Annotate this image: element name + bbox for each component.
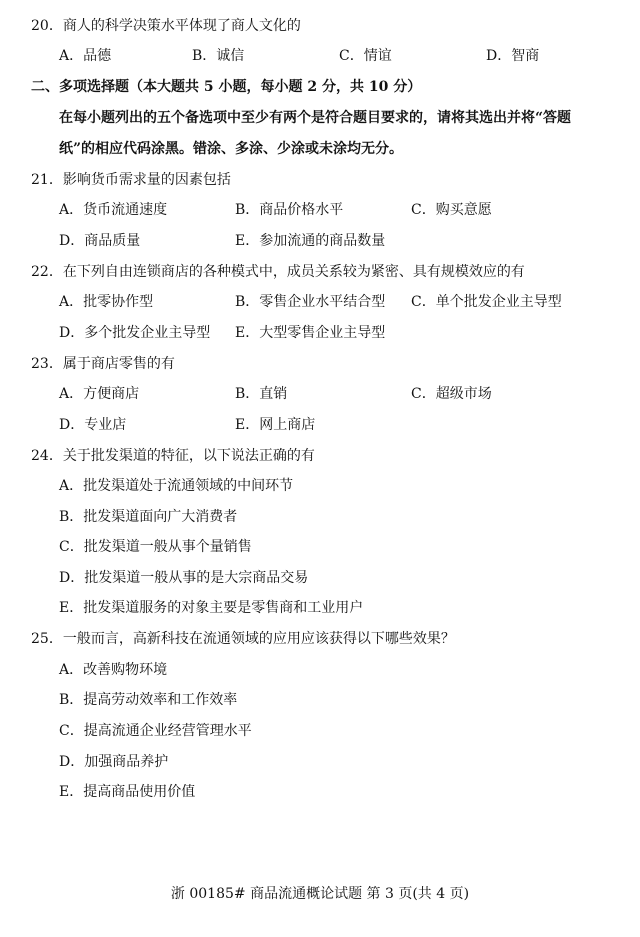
q22-option-e: E．大型零售企业主导型 <box>235 325 386 341</box>
q23-option-b: B．直销 <box>235 386 288 402</box>
q21-option-b: B．商品价格水平 <box>235 202 344 218</box>
question-25-stem: 25．一般而言，高新科技在流通领域的应用应该获得以下哪些效果？ <box>31 631 455 647</box>
question-20-stem: 20．商人的科学决策水平体现了商人文化的 <box>31 18 301 34</box>
q22-option-d: D．多个批发企业主导型 <box>59 325 211 341</box>
page-footer: 浙 00185# 商品流通概论试题 第 3 页(共 4 页) <box>170 886 470 902</box>
q23-option-d: D．专业店 <box>59 417 127 433</box>
q23-option-c: C．超级市场 <box>411 386 492 402</box>
section-heading: 二、多项选择题（本大题共 5 小题，每小题 2 分，共 10 分） <box>31 79 422 95</box>
q22-option-a: A．批零协作型 <box>59 294 154 310</box>
q25-option-a: A．改善购物环境 <box>59 662 168 678</box>
q25-option-b: B．提高劳动效率和工作效率 <box>59 692 238 708</box>
section-instruction-line2: 纸”的相应代码涂黑。错涂、多涂、少涂或未涂均无分。 <box>59 141 404 157</box>
q25-option-e: E．提高商品使用价值 <box>59 784 196 800</box>
q23-option-a: A．方便商店 <box>59 386 140 402</box>
q21-option-c: C．购买意愿 <box>411 202 492 218</box>
q24-option-e: E．批发渠道服务的对象主要是零售商和工业用户 <box>59 600 364 616</box>
q20-option-c: C．情谊 <box>339 48 392 64</box>
q22-option-c: C．单个批发企业主导型 <box>411 294 562 310</box>
q21-option-a: A．货币流通速度 <box>59 202 168 218</box>
section-instruction-line1: 在每小题列出的五个备选项中至少有两个是符合题目要求的，请将其选出并将“答题 <box>59 110 572 126</box>
q20-option-b: B．诚信 <box>192 48 245 64</box>
q25-option-d: D．加强商品养护 <box>59 754 169 770</box>
question-23-stem: 23．属于商店零售的有 <box>31 356 175 372</box>
q21-option-e: E．参加流通的商品数量 <box>235 233 386 249</box>
q24-option-a: A．批发渠道处于流通领域的中间环节 <box>59 478 294 494</box>
question-21-stem: 21．影响货币需求量的因素包括 <box>31 172 231 188</box>
q24-option-d: D．批发渠道一般从事的是大宗商品交易 <box>59 570 309 586</box>
q21-option-d: D．商品质量 <box>59 233 141 249</box>
q23-option-e: E．网上商店 <box>235 417 316 433</box>
q25-option-c: C．提高流通企业经营管理水平 <box>59 723 252 739</box>
question-24-stem: 24．关于批发渠道的特征，以下说法正确的有 <box>31 448 315 464</box>
q20-option-a: A．品德 <box>59 48 112 64</box>
question-22-stem: 22．在下列自由连锁商店的各种模式中，成员关系较为紧密、具有规模效应的有 <box>31 264 525 280</box>
q24-option-c: C．批发渠道一般从事个量销售 <box>59 539 252 555</box>
q24-option-b: B．批发渠道面向广大消费者 <box>59 509 238 525</box>
q22-option-b: B．零售企业水平结合型 <box>235 294 386 310</box>
q20-option-d: D．智商 <box>486 48 540 64</box>
